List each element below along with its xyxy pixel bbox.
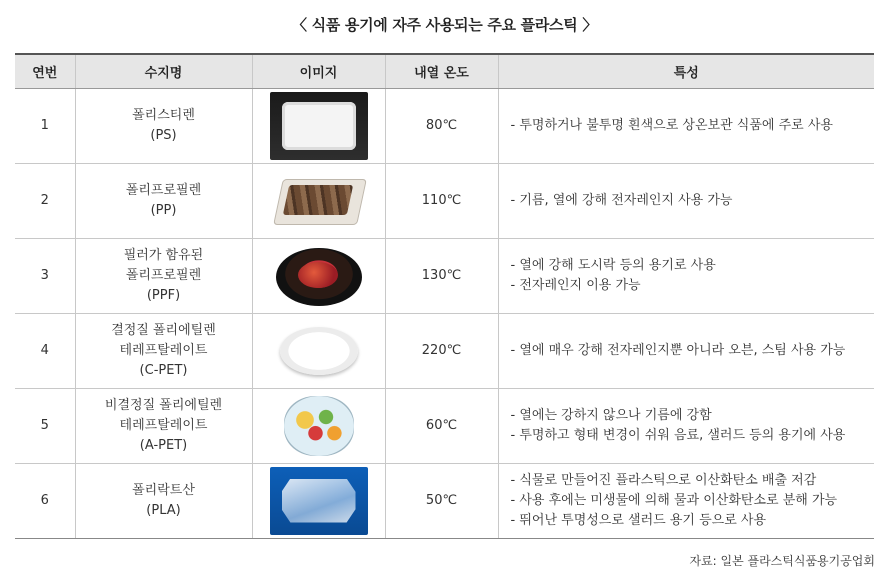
- header-resin-name: 수지명: [75, 54, 252, 88]
- resin-name-line: 폴리프로필렌: [125, 267, 202, 283]
- header-image: 이미지: [252, 54, 385, 88]
- header-features: 특성: [498, 54, 874, 88]
- feature-line: - 사용 후에는 미생물에 의해 물과 이산화탄소로 분해 가능: [510, 492, 838, 508]
- resin-name: [75, 88, 252, 163]
- header-no: 연번: [15, 54, 75, 88]
- resin-name: [75, 463, 252, 538]
- heat-temp: 130℃: [385, 238, 498, 313]
- row-no: 6: [15, 463, 75, 538]
- resin-name-line: (C-PET): [139, 362, 188, 378]
- features-cell: [498, 238, 874, 313]
- resin-name-line: (PLA): [146, 502, 181, 518]
- resin-name-line: 폴리프로필렌: [125, 182, 202, 198]
- feature-line: - 전자레인지 이용 가능: [510, 277, 641, 293]
- features-cell: [498, 463, 874, 538]
- table-header-row: [15, 54, 874, 88]
- feature-line: - 열에는 강하지 않으나 기름에 강함: [510, 407, 712, 423]
- resin-name-line: (PPF): [146, 287, 181, 303]
- resin-name-line: 테레프탈레이트: [119, 417, 208, 433]
- feature-line: - 식물로 만들어진 플라스틱으로 이산화탄소 배출 저감: [510, 472, 817, 488]
- image-cell: [252, 88, 385, 163]
- resin-name-line: (A-PET): [139, 437, 188, 453]
- table-row: [15, 88, 874, 163]
- table-row: [15, 238, 874, 313]
- apet-salad-cup-photo: [270, 392, 368, 460]
- resin-name-line: 결정질 폴리에틸렌: [111, 322, 216, 338]
- heat-temp: 220℃: [385, 313, 498, 388]
- pp-food-tray-photo: [270, 167, 368, 235]
- plastics-table: [15, 53, 874, 539]
- image-cell: [252, 163, 385, 238]
- table-row: [15, 463, 874, 538]
- resin-name-line: 폴리스티렌: [132, 107, 195, 123]
- heat-temp: 60℃: [385, 388, 498, 463]
- row-no: 5: [15, 388, 75, 463]
- features-cell: [498, 388, 874, 463]
- resin-name-line: 비결정질 폴리에틸렌: [104, 397, 223, 413]
- feature-line: - 열에 매우 강해 전자레인지뿐 아니라 오븐, 스팀 사용 가능: [510, 342, 846, 358]
- feature-line: - 뛰어난 투명성으로 샐러드 용기 등으로 사용: [510, 512, 767, 528]
- header-heat-resistance: 내열 온도: [385, 54, 498, 88]
- resin-name-line: 필러가 함유된: [123, 247, 204, 263]
- features-cell: [498, 313, 874, 388]
- row-no: 1: [15, 88, 75, 163]
- resin-name: [75, 238, 252, 313]
- features-cell: [498, 163, 874, 238]
- image-cell: [252, 238, 385, 313]
- features-cell: [498, 88, 874, 163]
- heat-temp: 110℃: [385, 163, 498, 238]
- image-cell: [252, 388, 385, 463]
- row-no: 2: [15, 163, 75, 238]
- resin-name: [75, 163, 252, 238]
- resin-name-line: 폴리락트산: [132, 482, 195, 498]
- row-no: 3: [15, 238, 75, 313]
- table-row: [15, 313, 874, 388]
- cpet-oven-dish-photo: [270, 317, 368, 385]
- pla-clear-container-photo: [270, 467, 368, 535]
- image-cell: [252, 313, 385, 388]
- row-no: 4: [15, 313, 75, 388]
- resin-name: [75, 388, 252, 463]
- resin-name: [75, 313, 252, 388]
- feature-line: - 열에 강해 도시락 등의 용기로 사용: [510, 257, 716, 273]
- heat-temp: 50℃: [385, 463, 498, 538]
- feature-line: - 기름, 열에 강해 전자레인지 사용 가능: [510, 192, 733, 208]
- resin-name-line: (PS): [150, 127, 177, 143]
- page-title: 〈 식품 용기에 자주 사용되는 주요 플라스틱 〉: [291, 16, 598, 34]
- feature-line: - 투명하거나 불투명 흰색으로 상온보관 식품에 주로 사용: [510, 117, 833, 133]
- table-row: [15, 388, 874, 463]
- resin-name-line: (PP): [150, 202, 177, 218]
- source-note: 자료: 일본 플라스틱식품용기공업회: [689, 554, 875, 568]
- heat-temp: 80℃: [385, 88, 498, 163]
- white-polystyrene-tray-photo: [270, 92, 368, 160]
- image-cell: [252, 463, 385, 538]
- ppf-lunchbox-photo: [270, 242, 368, 310]
- table-row: [15, 163, 874, 238]
- resin-name-line: 테레프탈레이트: [119, 342, 208, 358]
- feature-line: - 투명하고 형태 변경이 쉬워 음료, 샐러드 등의 용기에 사용: [510, 427, 846, 443]
